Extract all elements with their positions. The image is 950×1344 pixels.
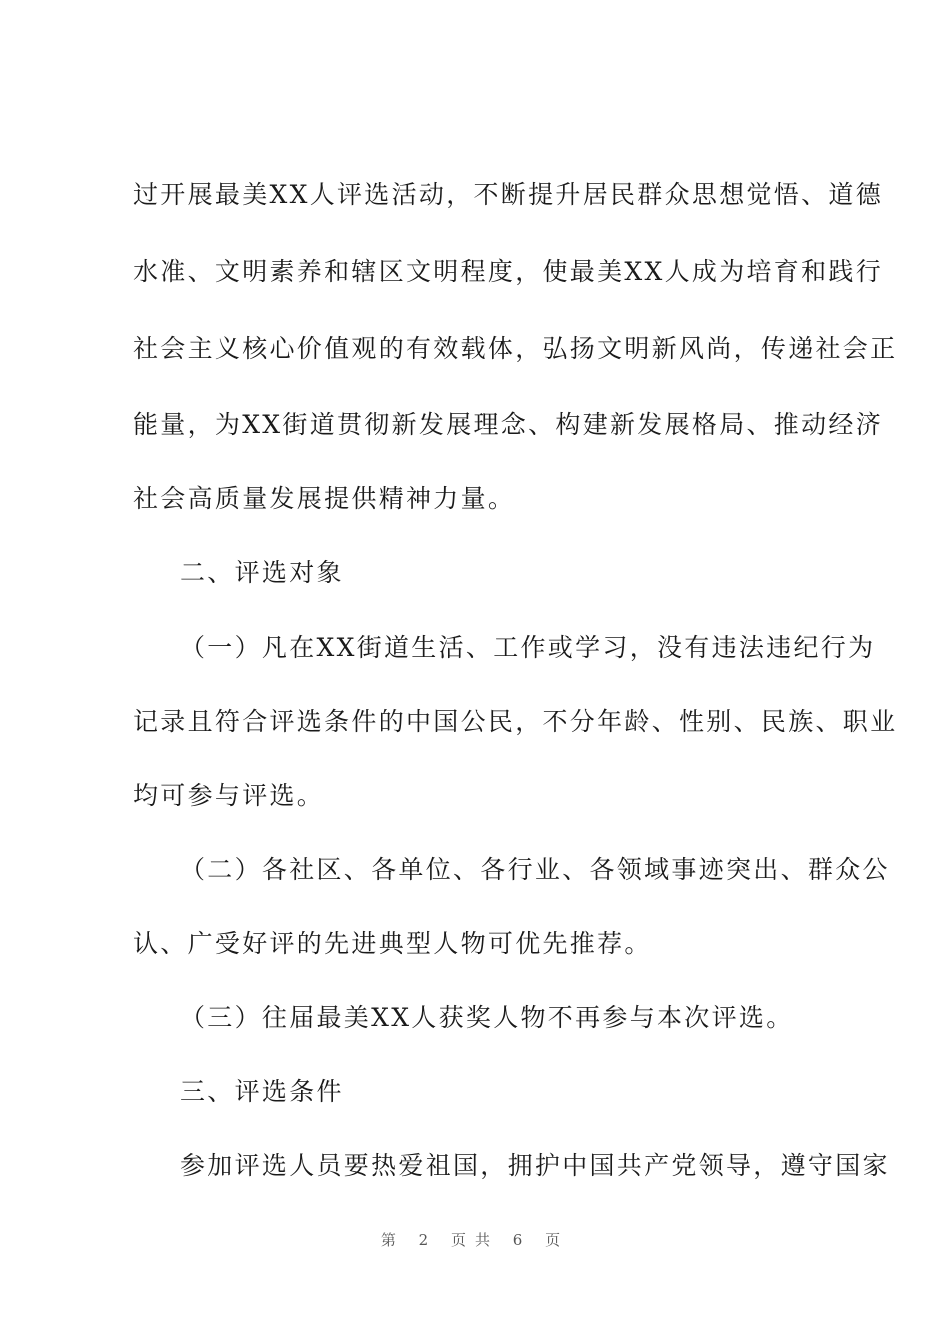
body-text-line: 记录且符合评选条件的中国公民，不分年龄、性别、民族、职业 (133, 707, 898, 736)
body-text-line: 社会主义核心价值观的有效载体，弘扬文明新风尚，传递社会正 (133, 334, 898, 363)
body-text-line: 水准、文明素养和辖区文明程度，使最美XX人成为培育和践行 (133, 257, 883, 286)
body-text-line: 过开展最美XX人评选活动，不断提升居民群众思想觉悟、道德 (133, 180, 883, 209)
body-text-line: 认、广受好评的先进典型人物可优先推荐。 (133, 929, 652, 958)
page-footer: 第 2 页共 6 页 (380, 1231, 570, 1249)
body-text-line: 参加评选人员要热爱祖国，拥护中国共产党领导，遵守国家 (180, 1151, 890, 1180)
body-text-line: 均可参与评选。 (133, 781, 325, 810)
body-text-line: （二）各社区、各单位、各行业、各领域事迹突出、群众公 (180, 855, 890, 884)
body-text-line: （三）往届最美XX人获奖人物不再参与本次评选。 (180, 1003, 794, 1032)
body-text-line: 社会高质量发展提供精神力量。 (133, 484, 516, 513)
section-heading: 二、评选对象 (180, 558, 344, 587)
body-text-line: 能量，为XX街道贯彻新发展理念、构建新发展格局、推动经济 (133, 410, 883, 439)
body-text-line: （一）凡在XX街道生活、工作或学习，没有违法违纪行为 (180, 633, 876, 662)
section-heading: 三、评选条件 (180, 1077, 344, 1106)
